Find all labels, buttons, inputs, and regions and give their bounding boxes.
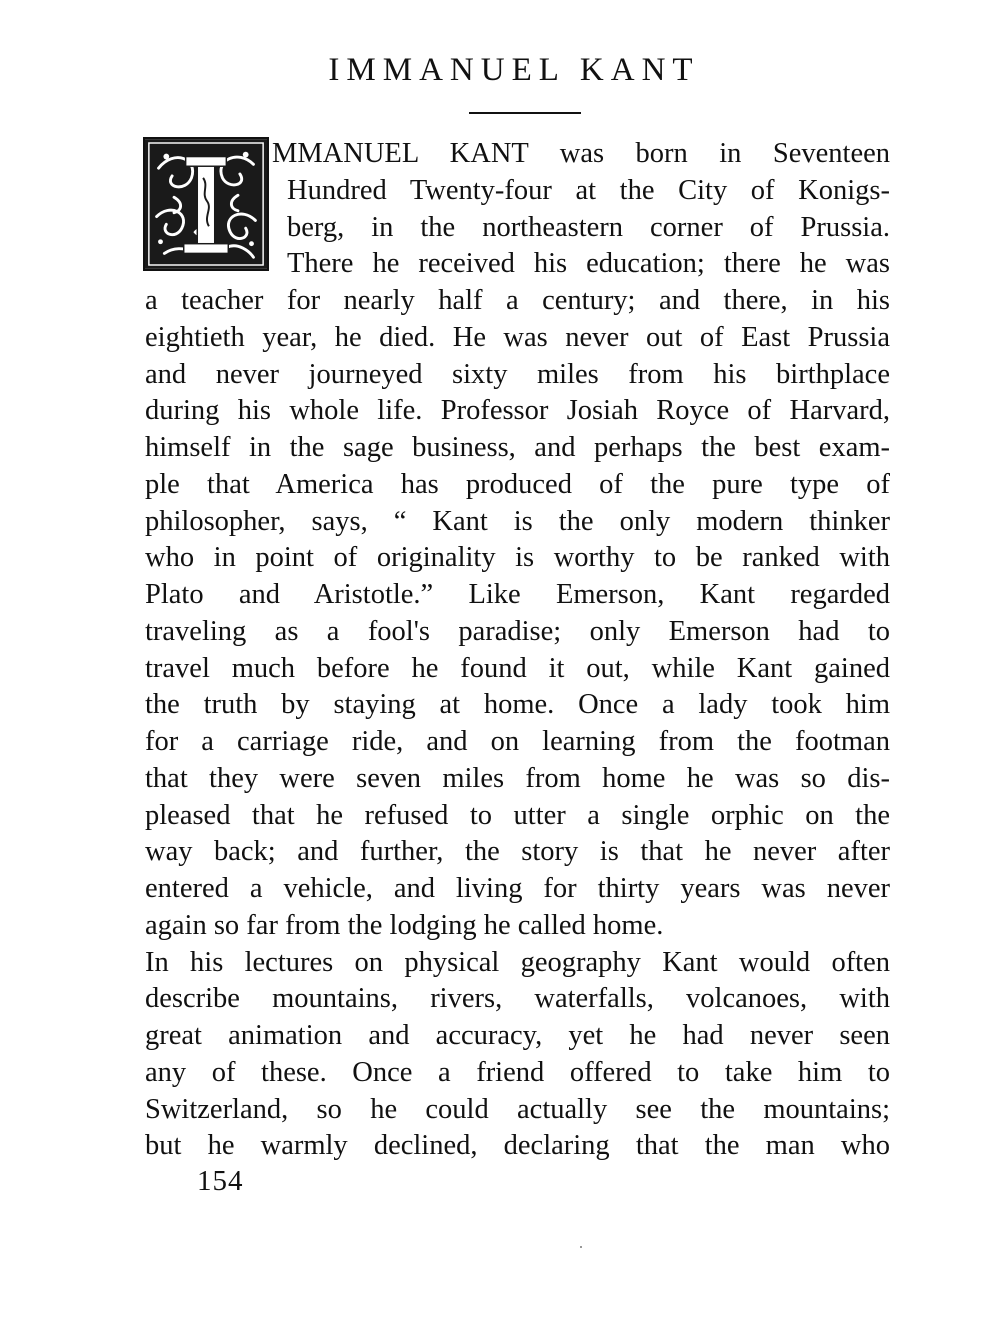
text-line: a teacher for nearly half a century; and there, in his bbox=[145, 285, 890, 316]
text-line: Hundred Twenty-four at the City of Konigs- bbox=[287, 174, 890, 206]
running-title: IMMANUEL KANT bbox=[328, 52, 700, 88]
text-line: MMANUEL KANT was born in Seventeen bbox=[272, 138, 890, 169]
text-line: philosopher, says, “ Kant is the only modern thinker bbox=[145, 505, 890, 537]
text-line: and never journeyed sixty miles from his birthplace bbox=[145, 358, 890, 390]
text-line: traveling as a fool's paradise; only Emerson had to bbox=[145, 615, 890, 647]
drop-cap-ornament-icon bbox=[143, 137, 269, 271]
title-rule bbox=[469, 112, 581, 114]
text-line: himself in the sage business, and perhaps the best exam- bbox=[145, 432, 890, 463]
text-line: but he warmly declined, declaring that the man who bbox=[145, 1130, 890, 1162]
text-line: for a carriage ride, and on learning from the footman bbox=[145, 726, 890, 757]
text-line: any of these. Once a friend offered to take him to bbox=[145, 1056, 890, 1088]
text-line: travel much before he found it out, while Kant gained bbox=[145, 652, 890, 684]
text-line: the truth by staying at home. Once a lady took him bbox=[145, 689, 890, 721]
text-line: In his lectures on physical geography Kant would often bbox=[145, 946, 890, 978]
text-line: berg, in the northeastern corner of Prussia. bbox=[287, 211, 890, 243]
text-line: way back; and further, the story is that he never after bbox=[145, 836, 890, 868]
print-speck bbox=[580, 1246, 582, 1248]
text-line: great animation and accuracy, yet he had never seen bbox=[145, 1020, 890, 1051]
text-line: who in point of originality is worthy to be ranked with bbox=[145, 542, 890, 574]
text-line: Switzerland, so he could actually see the mountains; bbox=[145, 1093, 890, 1125]
text-line: again so far from the lodging he called home. bbox=[145, 909, 664, 941]
text-line: Plato and Aristotle.” Like Emerson, Kant regarded bbox=[145, 579, 890, 610]
text-line: that they were seven miles from home he was so dis- bbox=[145, 762, 890, 794]
text-line: entered a vehicle, and living for thirty years was never bbox=[145, 873, 890, 904]
text-line: describe mountains, rivers, waterfalls, volcanoes, with bbox=[145, 983, 890, 1015]
text-line: ple that America has produced of the pure type of bbox=[145, 468, 890, 500]
text-line: pleased that he refused to utter a single orphic on the bbox=[145, 799, 890, 831]
text-line: eightieth year, he died. He was never out of East Prussia bbox=[145, 321, 890, 353]
page-number: 154 bbox=[197, 1165, 244, 1197]
text-line: during his whole life. Professor Josiah Royce of Harvard, bbox=[145, 395, 890, 427]
text-line: There he received his education; there he was bbox=[287, 248, 890, 280]
